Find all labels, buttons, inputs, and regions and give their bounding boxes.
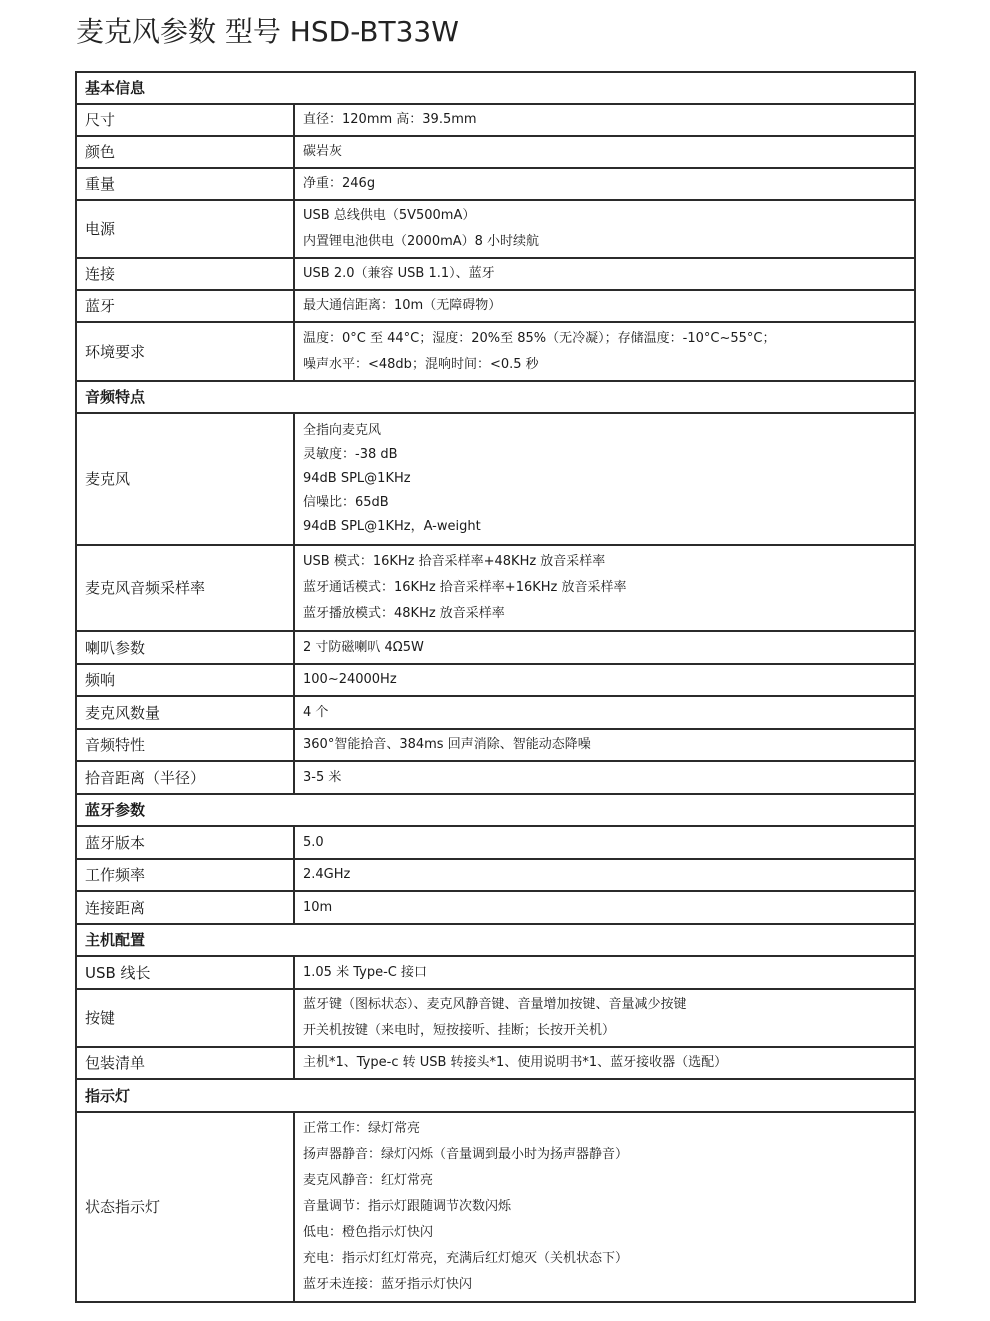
spec-value: 1.05 米 Type-C 接口	[294, 956, 915, 989]
spec-label: 电源	[76, 200, 294, 258]
spec-label: 连接距离	[76, 891, 294, 924]
spec-label: 喇叭参数	[76, 631, 294, 664]
spec-label: 麦克风音频采样率	[76, 545, 294, 631]
spec-value: 3-5 米	[294, 761, 915, 794]
section-title: 指示灯	[76, 1079, 915, 1112]
spec-label: 状态指示灯	[76, 1112, 294, 1302]
spec-value: 主机*1、Type-c 转 USB 转接头*1、使用说明书*1、蓝牙接收器（选配）	[294, 1047, 915, 1079]
spec-row-connection	[76, 258, 915, 290]
spec-row-status-light	[76, 1112, 915, 1302]
spec-line: 噪声水平：<48db；混响时间：<0.5 秒	[303, 356, 539, 372]
spec-row-bt-freq	[76, 859, 915, 891]
spec-line: 开关机按键（来电时，短按接听、挂断；长按开关机）	[303, 1023, 616, 1038]
spec-row-color	[76, 136, 915, 168]
spec-label: 连接	[76, 258, 294, 290]
section-title: 音频特点	[76, 381, 915, 413]
spec-line: 低电：橙色指示灯快闪	[303, 1225, 434, 1240]
section-header-basic	[76, 72, 915, 104]
spec-row-speaker	[76, 631, 915, 664]
spec-value: 2.4GHz	[294, 859, 915, 891]
spec-value: 360°智能拾音、384ms 回声消除、智能动态降噪	[294, 729, 915, 761]
spec-row-bt-distance	[76, 891, 915, 924]
spec-line: 信噪比：65dB	[303, 495, 389, 510]
spec-value: 10m	[294, 891, 915, 924]
spec-value	[294, 413, 915, 545]
spec-label: 工作频率	[76, 859, 294, 891]
spec-label: 按键	[76, 989, 294, 1047]
spec-line: 蓝牙播放模式：48KHz 放音采样率	[303, 606, 505, 621]
section-header-host	[76, 924, 915, 956]
spec-value	[294, 322, 915, 381]
section-title: 主机配置	[76, 924, 915, 956]
spec-row-buttons	[76, 989, 915, 1047]
spec-label: 蓝牙	[76, 290, 294, 322]
spec-line: 温度：0°C 至 44°C；湿度：20%至 85%（无冷凝）；存储温度：-10°C~55°C；	[303, 330, 776, 346]
section-header-indicator	[76, 1079, 915, 1112]
spec-value: USB 2.0（兼容 USB 1.1）、蓝牙	[294, 258, 915, 290]
spec-line: USB 模式：16KHz 拾音采样率+48KHz 放音采样率	[303, 554, 606, 569]
spec-row-size	[76, 104, 915, 136]
spec-row-features	[76, 729, 915, 761]
spec-line: 充电：指示灯红灯常亮，充满后红灯熄灭（关机状态下）	[303, 1251, 629, 1266]
spec-row-power	[76, 200, 915, 258]
spec-row-sampling	[76, 545, 915, 631]
spec-line: USB 总线供电（5V500mA）	[303, 208, 476, 223]
spec-row-package	[76, 1047, 915, 1079]
spec-line: 内置锂电池供电（2000mA）8 小时续航	[303, 234, 540, 249]
spec-line: 扬声器静音：绿灯闪烁（音量调到最小时为扬声器静音）	[303, 1147, 629, 1162]
spec-line: 94dB SPL@1KHz	[303, 471, 411, 486]
spec-line: 灵敏度：-38 dB	[303, 447, 398, 462]
spec-label: 麦克风	[76, 413, 294, 545]
section-header-audio	[76, 381, 915, 413]
spec-label: 包装清单	[76, 1047, 294, 1079]
spec-value	[294, 545, 915, 631]
spec-value	[294, 1112, 915, 1302]
spec-label: 频响	[76, 664, 294, 696]
spec-value: 5.0	[294, 826, 915, 859]
spec-label: 环境要求	[76, 322, 294, 381]
spec-value: 4 个	[294, 696, 915, 729]
spec-table	[75, 71, 916, 1303]
spec-label: 颜色	[76, 136, 294, 168]
spec-line: 蓝牙键（图标状态）、麦克风静音键、音量增加按键、音量减少按键	[303, 997, 687, 1012]
spec-row-bt-version	[76, 826, 915, 859]
spec-row-environment	[76, 322, 915, 381]
section-title: 基本信息	[76, 72, 915, 104]
section-header-bluetooth	[76, 794, 915, 826]
spec-value: 净重：246g	[294, 168, 915, 200]
spec-row-weight	[76, 168, 915, 200]
spec-line: 音量调节：指示灯跟随调节次数闪烁	[303, 1199, 512, 1214]
spec-value: 最大通信距离：10m（无障碍物）	[294, 290, 915, 322]
spec-line: 蓝牙通话模式：16KHz 拾音采样率+16KHz 放音采样率	[303, 580, 627, 595]
spec-line: 蓝牙未连接：蓝牙指示灯快闪	[303, 1277, 473, 1292]
spec-row-bluetooth	[76, 290, 915, 322]
spec-value: 直径：120mm 高：39.5mm	[294, 104, 915, 136]
page-title: 麦克风参数 型号 HSD-BT33W	[76, 15, 459, 48]
spec-line: 正常工作：绿灯常亮	[303, 1121, 421, 1136]
spec-row-frequency	[76, 664, 915, 696]
spec-line: 全指向麦克风	[303, 423, 382, 438]
spec-value	[294, 200, 915, 258]
spec-value: 碳岩灰	[294, 136, 915, 168]
spec-row-usb	[76, 956, 915, 989]
spec-row-mic	[76, 413, 915, 545]
spec-line: 麦克风静音：红灯常亮	[303, 1173, 434, 1188]
spec-value	[294, 989, 915, 1047]
spec-line: 94dB SPL@1KHz，A-weight	[303, 519, 481, 534]
spec-label: 重量	[76, 168, 294, 200]
spec-label: 音频特性	[76, 729, 294, 761]
spec-label: 尺寸	[76, 104, 294, 136]
section-title: 蓝牙参数	[76, 794, 915, 826]
spec-value: 100~24000Hz	[294, 664, 915, 696]
spec-label: 蓝牙版本	[76, 826, 294, 859]
spec-label: 麦克风数量	[76, 696, 294, 729]
spec-label: USB 线长	[76, 956, 294, 989]
spec-row-mic-count	[76, 696, 915, 729]
spec-row-pickup	[76, 761, 915, 794]
spec-label: 拾音距离（半径）	[76, 761, 294, 794]
spec-value: 2 寸防磁喇叭 4Ω5W	[294, 631, 915, 664]
